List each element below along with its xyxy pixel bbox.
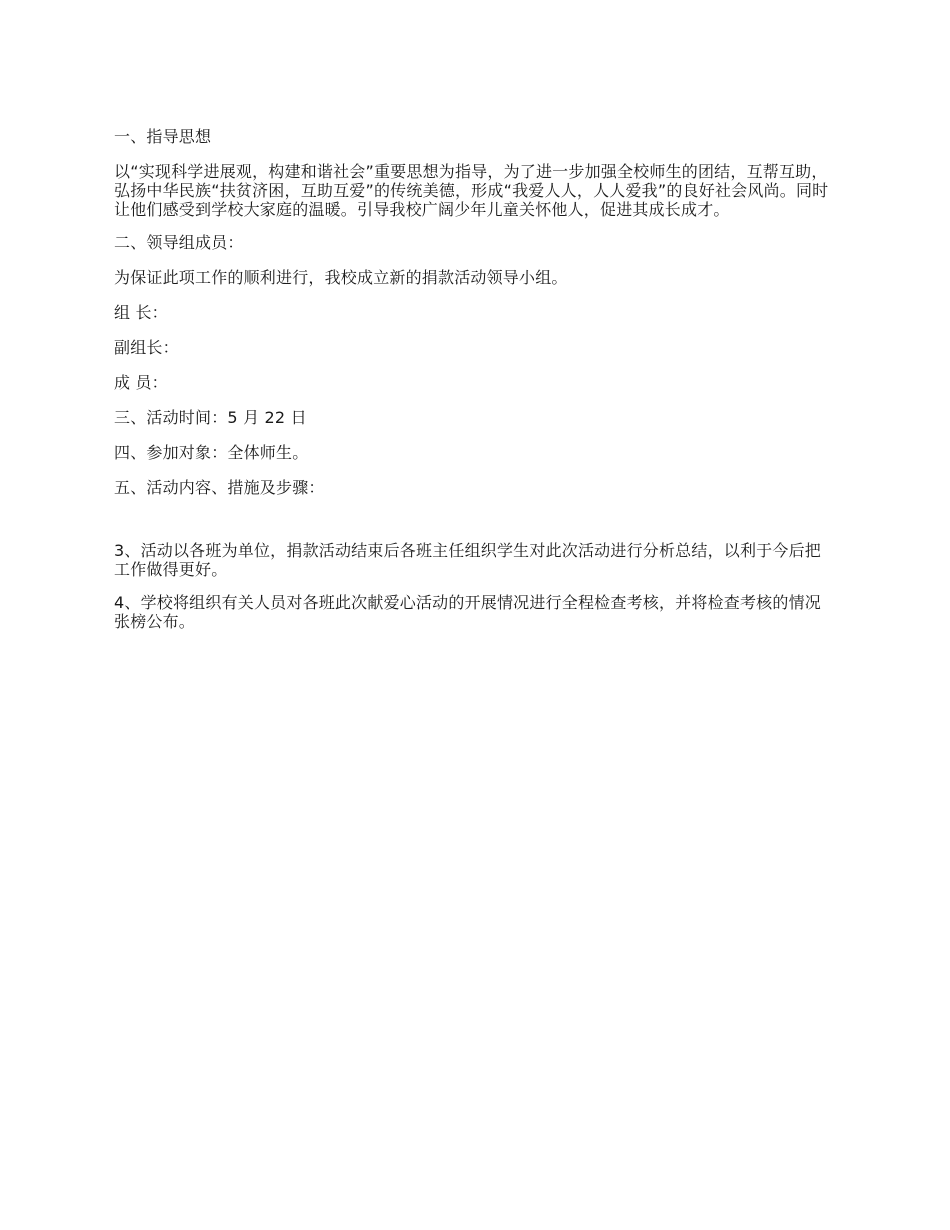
spacer <box>114 513 834 541</box>
document-content <box>114 127 834 645</box>
vice-leader-label: 副组长： <box>114 338 179 357</box>
leader-label: 组 长： <box>114 303 168 322</box>
section1-title: 一、指导思想 <box>114 127 212 146</box>
members-label: 成 员： <box>114 373 168 392</box>
section3-title: 三、活动时间：5 月 22 日 <box>114 408 307 427</box>
item-4: 4、学校将组织有关人员对各班此次献爱心活动的开展情况进行全程检查考核，并将检查考核的情况张榜公布。 <box>114 593 821 631</box>
section2-title: 二、领导组成员： <box>114 233 244 252</box>
section2-body: 为保证此项工作的顺利进行，我校成立新的捐款活动领导小组。 <box>114 268 568 287</box>
item-3: 3、活动以各班为单位，捐款活动结束后各班主任组织学生对此次活动进行分析总结，以利于今后把工作做得更好。 <box>114 541 821 579</box>
section4-title: 四、参加对象：全体师生。 <box>114 443 309 462</box>
section1-body: 以“实现科学进展观，构建和谐社会”重要思想为指导，为了进一步加强全校师生的团结，互帮互助，弘扬中华民族“扶贫济困，互助互爱”的传统美德，形成“我爱人人，人人爱我”的良好社会风尚。同时让他们感受到学校大家庭的温暖。引导我校广阔少年儿童关怀他人，促进其成长成才。 <box>114 162 829 219</box>
section5-title: 五、活动内容、措施及步骤： <box>114 478 325 497</box>
